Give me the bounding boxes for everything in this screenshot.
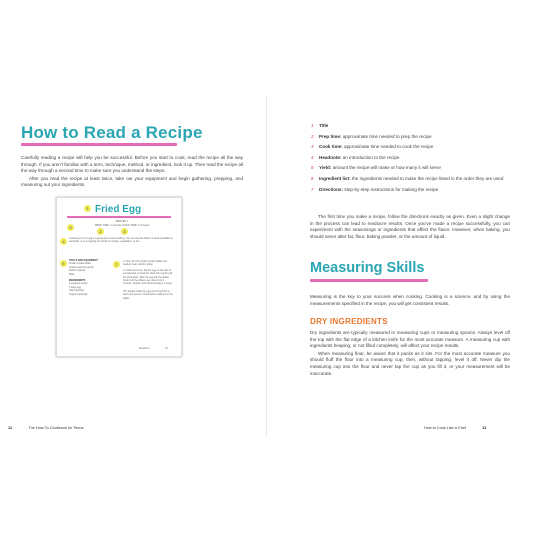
tools-heading: TOOLS AND EQUIPMENT bbox=[69, 259, 98, 262]
intro-text bbox=[21, 155, 243, 190]
recipe-directions bbox=[123, 260, 173, 300]
recipe-footer-page: 29 bbox=[165, 347, 168, 350]
callout-3: 3 bbox=[121, 228, 128, 235]
list-desc: approximate time needed to cook the recipe bbox=[344, 144, 434, 150]
ingredients-heading: INGREDIENTS bbox=[69, 279, 86, 283]
list-item bbox=[311, 155, 511, 161]
ingredient-item: Salt (optional) bbox=[69, 289, 84, 293]
tool-item: Plate bbox=[69, 272, 75, 276]
callout-1: 1 bbox=[84, 205, 91, 212]
dry-paragraph-2: When measuring flour, be aware that it packs as it sits. For the most accurate measure you should fluff the flour into a measuring cup, then, without tapping, level it off. Never dip the measuring cup into the flour and never tap the cup as you fill it, or your measurement will be inaccurate. bbox=[310, 350, 510, 376]
right-page bbox=[267, 96, 533, 437]
callout-6: 6 bbox=[60, 260, 67, 267]
measuring-text bbox=[310, 294, 510, 308]
list-item bbox=[311, 123, 511, 129]
list-desc: step-by-step instructions for making the recipe bbox=[344, 186, 439, 192]
intro-paragraph-2: After you read the recipe at least twice, take out your equipment and begin gathering, prepping, and measuring out your ingredients. bbox=[21, 175, 243, 188]
subsection-heading: DRY INGREDIENTS bbox=[310, 317, 388, 326]
recipe-meta bbox=[87, 220, 157, 227]
direction-step-2: 2. Crack and cook. Tap the egg on the side of a small bowl to crack the shell, then gently pull the shell apart. Slide the egg into the skillet. Cook until the white is set, about 3 to 4 minutes. Season with salt and pepper, if using. bbox=[123, 268, 173, 286]
recipe-tip: TIP: Always crack the egg into a bowl first to catch any pieces of shell before adding it to the skillet. bbox=[123, 289, 173, 300]
followup-text bbox=[310, 214, 510, 241]
callout-2: 2 bbox=[97, 228, 104, 235]
right-footer bbox=[424, 426, 486, 430]
list-number: 3 bbox=[311, 144, 314, 150]
ingredient-item: 1 large egg bbox=[69, 285, 81, 289]
recipe-footer-label: Breakfast bbox=[139, 347, 150, 350]
recipe-lists bbox=[69, 259, 113, 296]
left-page bbox=[0, 96, 266, 437]
intro-paragraph-1: Carefully reading a recipe will help you be successful. Before you start to cook, read the recipe all the way through. If you aren't familiar with a term, technique, method, or ingredient, look it up. Then read the recipe all the way through a second time to make sure you understand the steps. bbox=[21, 155, 243, 174]
tool-item: Small measuring spoon bbox=[69, 265, 94, 269]
list-number: 1 bbox=[311, 123, 314, 128]
page-title: How to Read a Recipe bbox=[21, 123, 203, 142]
list-term: Ingredient list: bbox=[319, 175, 351, 181]
recipe-times: PREP TIME: 2 minutes COOK TIME: 5 minutes bbox=[94, 223, 150, 227]
title-underline bbox=[21, 143, 177, 146]
list-term: Directions: bbox=[319, 186, 343, 192]
list-item bbox=[311, 187, 511, 193]
sample-recipe-page bbox=[56, 197, 182, 357]
ingredient-item: Pepper (optional) bbox=[69, 292, 88, 296]
measuring-paragraph: Measuring is the key to your success when cooking. Cooking is a science, and by using the measurements specified in the recipe, you will get consistent results. bbox=[310, 294, 510, 306]
callout-4: 4 bbox=[60, 238, 67, 245]
list-number: 5 bbox=[311, 165, 314, 171]
list-number: 4 bbox=[311, 154, 314, 160]
list-number: 6 bbox=[311, 175, 314, 181]
list-term: Headnote: bbox=[319, 154, 342, 160]
list-term: Title bbox=[319, 123, 329, 128]
list-desc: approximate time needed to prep the recipe bbox=[342, 133, 432, 139]
section-title: Measuring Skills bbox=[310, 260, 425, 276]
recipe-headnote: Learning to fry an egg is a great way to start cooking. You can use this skill for a quick breakfast or sandwich, or as a topping for a bowl of noodles, vegetables, or rice. bbox=[69, 237, 173, 244]
recipe-yield: SERVES 1 bbox=[115, 220, 129, 223]
book-title: The How-To Cookbook for Teens bbox=[28, 426, 84, 430]
page-gutter bbox=[266, 96, 267, 437]
dry-ingredients-text bbox=[310, 330, 510, 378]
recipe-parts-list bbox=[311, 123, 511, 197]
list-item bbox=[311, 144, 511, 150]
section-name: How to Cook Like a Chef bbox=[424, 426, 466, 430]
ingredient-item: 1 teaspoon butter bbox=[69, 282, 88, 286]
recipe-title: Fried Egg bbox=[95, 204, 142, 215]
tool-item: Rubber spatula bbox=[69, 269, 86, 273]
callout-7: 7 bbox=[113, 261, 120, 268]
list-desc: amount the recipe will make or how many it will serve bbox=[332, 165, 441, 171]
right-page-number: 13 bbox=[482, 426, 487, 430]
recipe-title-bar bbox=[67, 216, 171, 218]
list-item bbox=[311, 134, 511, 140]
list-term: Prep time: bbox=[319, 133, 342, 139]
callout-5: 5 bbox=[67, 224, 74, 231]
followup-paragraph: The first time you make a recipe, follow the directions exactly as given. Even a slight change in the process can lead to mediocre results. Once you've made a recipe successfully, you can experiment with the seasonings or ingredients that affect the flavor. However, when baking, you should never alter fat, flour, baking powder, or the amount of liquid. bbox=[310, 214, 510, 239]
dry-paragraph-1: Dry ingredients are typically measured in measuring cups or measuring spoons. Always level off the top with the flat edge of a kitchen knife for the most accurate measure. A measuring cup with ingredients heaping, or not filled completely, will affect your recipe results. bbox=[310, 330, 510, 349]
list-item bbox=[311, 165, 511, 171]
list-term: Cook time: bbox=[319, 144, 343, 150]
list-number: 7 bbox=[311, 186, 314, 192]
list-term: Yield: bbox=[319, 165, 332, 171]
tool-item: Small nonstick skillet bbox=[69, 262, 92, 266]
list-item bbox=[311, 176, 511, 182]
list-desc: an introduction to the recipe bbox=[342, 154, 400, 160]
left-footer bbox=[8, 426, 84, 430]
direction-step-1: 1. Heat. Put the small nonstick skillet over medium heat. Add the butter. bbox=[123, 260, 168, 267]
list-desc: the ingredients needed to make the recipe listed in the order they are used bbox=[351, 175, 504, 181]
section-title-underline bbox=[310, 279, 428, 282]
list-number: 2 bbox=[311, 133, 314, 139]
left-page-number: 12 bbox=[8, 426, 13, 430]
